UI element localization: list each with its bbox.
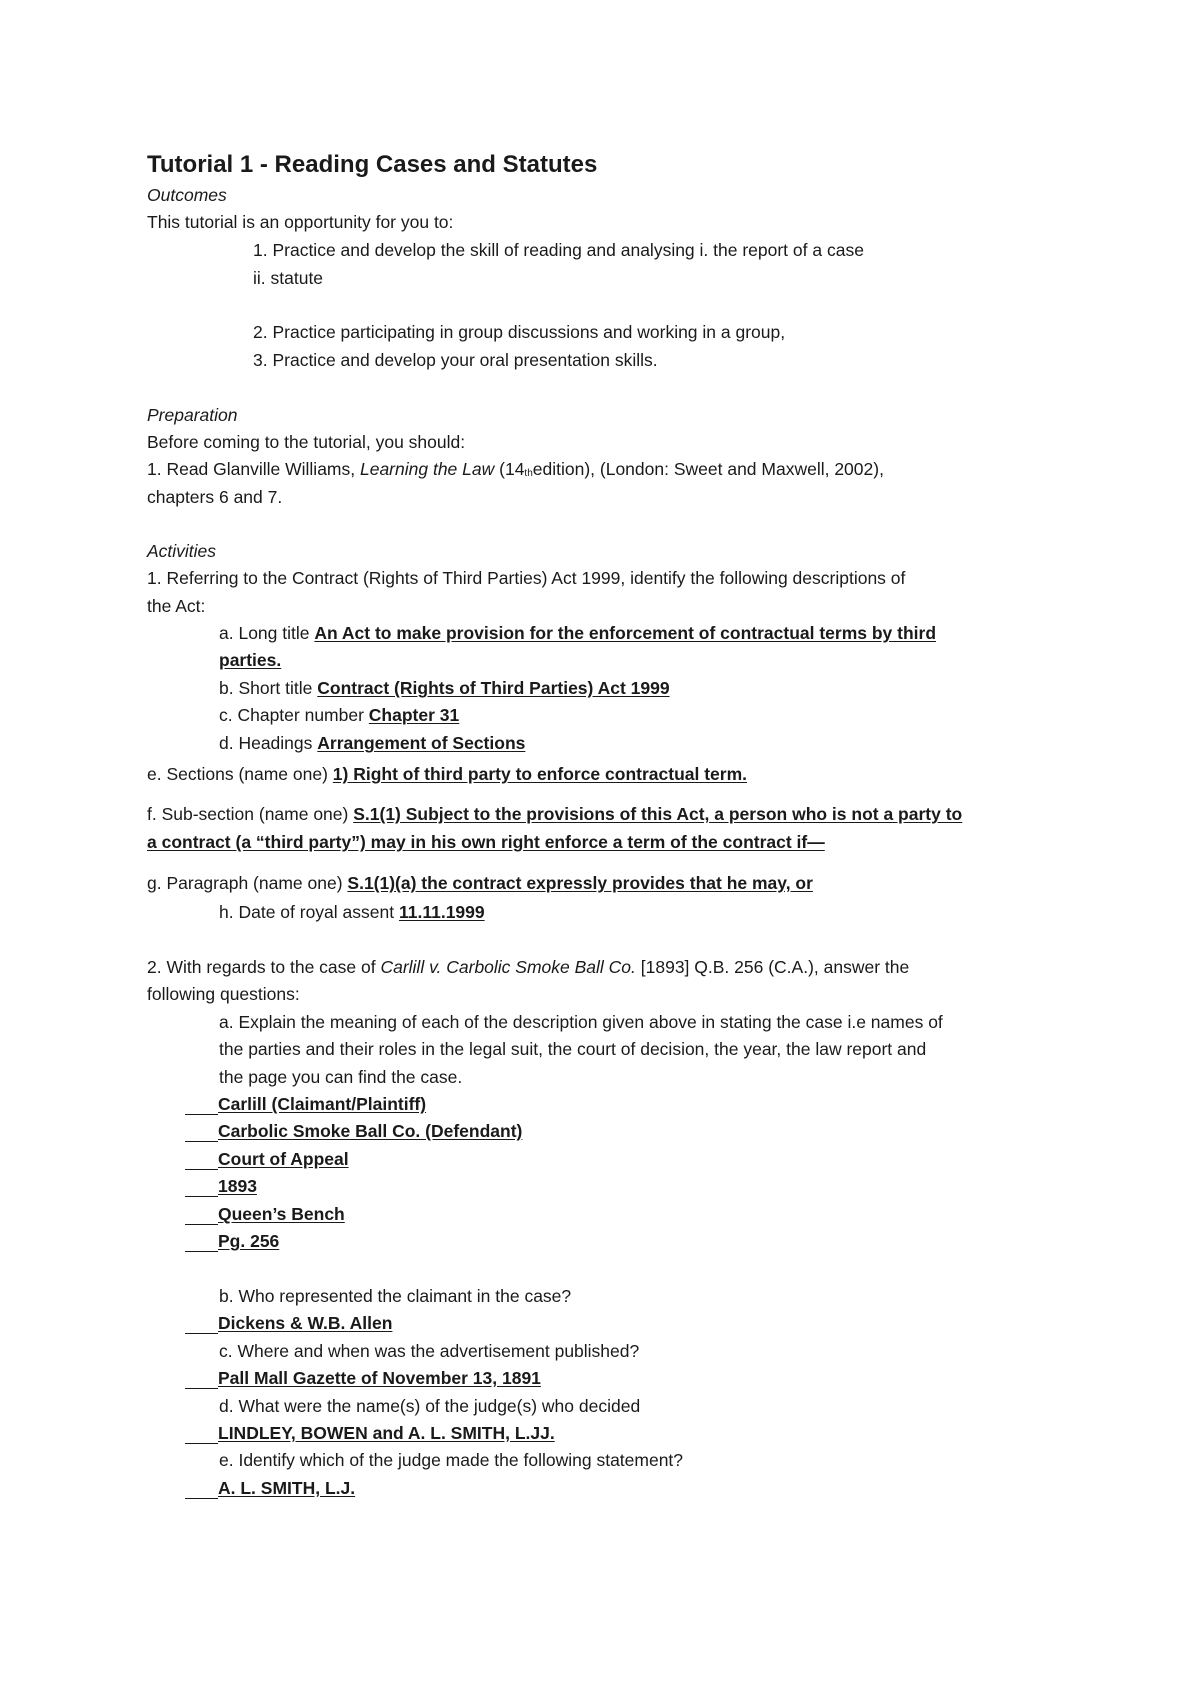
item-e-answer: 1) Right of third party to enforce contractual term.	[332, 764, 748, 784]
item-f-label: f. Sub-section (name one)	[147, 804, 354, 824]
q2b-answer-text: Dickens & W.B. Allen	[218, 1313, 393, 1333]
item-a-answer: An Act to make provision for the enforcement of contractual terms by third	[314, 623, 937, 643]
preparation-heading: Preparation	[147, 405, 238, 425]
q2a-answer-text-5: Queen’s Bench	[218, 1204, 345, 1224]
q2a-answer-3	[185, 1148, 349, 1170]
item-g-label: g. Paragraph (name one)	[147, 873, 348, 893]
book-title: Learning the Law	[359, 459, 495, 479]
q2-case-name: Carlill v. Carbolic Smoke Ball Co.	[380, 957, 636, 977]
q2a-answer-2	[185, 1120, 522, 1142]
answer-blank-line	[185, 1177, 218, 1197]
outcome-item-1b: ii. statute	[253, 268, 324, 288]
answer-blank-line	[185, 1424, 218, 1444]
question-1-line-1: 1. Referring to the Contract (Rights of Third Parties) Act 1999, identify the following descriptions of	[147, 568, 906, 588]
reading-prefix: 1. Read Glanville Williams,	[147, 459, 360, 479]
q2a-line-3: the page you can find the case.	[219, 1067, 463, 1087]
item-b-label: b. Short title	[219, 678, 318, 698]
item-g-answer: S.1(1)(a) the contract expressly provides that he may, or	[347, 873, 813, 893]
answer-blank-line	[185, 1150, 218, 1170]
q2e-question: e. Identify which of the judge made the following statement?	[219, 1450, 684, 1470]
q2a-answer-6	[185, 1230, 279, 1252]
q2a-line-2: the parties and their roles in the legal suit, the court of decision, the year, the law report and	[219, 1039, 927, 1059]
outcomes-intro: This tutorial is an opportunity for you to:	[147, 212, 454, 232]
q2a-answer-4	[185, 1175, 257, 1197]
item-f-continued	[147, 831, 825, 853]
item-c-answer: Chapter 31	[368, 705, 460, 725]
question-2-line-1	[147, 956, 909, 978]
edition-suffix: th	[524, 468, 533, 479]
q2e-answer	[185, 1477, 355, 1499]
preparation-chapters: chapters 6 and 7.	[147, 487, 283, 507]
q2a-answer-text-4: 1893	[218, 1176, 257, 1196]
item-h-royal-assent	[219, 901, 485, 923]
outcome-item-3: 3. Practice and develop your oral presentation skills.	[253, 350, 658, 370]
item-c-chapter	[219, 704, 459, 726]
q2a-line-1: a. Explain the meaning of each of the description given above in stating the case i.e names of	[219, 1012, 943, 1032]
item-c-label: c. Chapter number	[219, 705, 369, 725]
q2d-answer-text: LINDLEY, BOWEN and A. L. SMITH, L.JJ.	[218, 1423, 555, 1443]
q2c-answer-text: Pall Mall Gazette of November 13, 1891	[218, 1368, 541, 1388]
q2-prefix: 2. With regards to the case of	[147, 957, 381, 977]
item-h-answer: 11.11.1999	[398, 902, 485, 922]
q2b-question: b. Who represented the claimant in the case?	[219, 1286, 572, 1306]
answer-blank-line	[185, 1479, 218, 1499]
item-f-answer: S.1(1) Subject to the provisions of this Act, a person who is not a party to	[353, 804, 963, 824]
question-1-line-2: the Act:	[147, 596, 206, 616]
preparation-intro: Before coming to the tutorial, you should:	[147, 432, 466, 452]
answer-blank-line	[185, 1369, 218, 1389]
item-h-label: h. Date of royal assent	[219, 902, 399, 922]
q2d-answer	[185, 1422, 555, 1444]
q2a-answer-1	[185, 1093, 426, 1115]
edition-rest: edition), (London: Sweet and Maxwell, 2002),	[532, 459, 884, 479]
edition-open: (14	[494, 459, 525, 479]
q2a-answer-text-3: Court of Appeal	[218, 1149, 349, 1169]
q2e-answer-text: A. L. SMITH, L.J.	[218, 1478, 356, 1498]
item-e-label: e. Sections (name one)	[147, 764, 333, 784]
q2c-question: c. Where and when was the advertisement published?	[219, 1341, 640, 1361]
item-f-sub-section	[147, 803, 962, 825]
q2c-answer	[185, 1367, 541, 1389]
q2a-answer-text-1: Carlill (Claimant/Plaintiff)	[218, 1094, 427, 1114]
answer-blank-line	[185, 1095, 218, 1115]
page-title: Tutorial 1 - Reading Cases and Statutes	[147, 151, 598, 178]
q2a-answer-5	[185, 1203, 345, 1225]
answer-blank-line	[185, 1232, 218, 1252]
answer-blank-line	[185, 1314, 218, 1334]
item-a-continued	[219, 649, 281, 671]
q2-suffix: [1893] Q.B. 256 (C.A.), answer the	[635, 957, 910, 977]
outcome-item-1: 1. Practice and develop the skill of reading and analysing i. the report of a case	[253, 240, 864, 260]
q2d-question: d. What were the name(s) of the judge(s) who decided	[219, 1396, 641, 1416]
item-e-sections	[147, 763, 747, 785]
item-d-headings	[219, 732, 525, 754]
item-d-answer: Arrangement of Sections	[317, 733, 526, 753]
item-g-paragraph	[147, 872, 813, 894]
q2a-answer-text-2: Carbolic Smoke Ball Co. (Defendant)	[218, 1121, 523, 1141]
question-2-line-2: following questions:	[147, 984, 300, 1004]
q2b-answer	[185, 1312, 392, 1334]
outcome-item-2: 2. Practice participating in group discussions and working in a group,	[253, 322, 786, 342]
activities-heading: Activities	[147, 541, 217, 561]
outcomes-heading: Outcomes	[147, 185, 227, 205]
item-b-answer: Contract (Rights of Third Parties) Act 1999	[317, 678, 670, 698]
answer-blank-line	[185, 1122, 218, 1142]
item-f-answer-cont: a contract (a “third party”) may in his own right enforce a term of the contract if—	[147, 832, 825, 852]
item-a-answer-cont: parties.	[219, 650, 282, 670]
item-b-short-title	[219, 677, 670, 699]
item-a-label: a. Long title	[219, 623, 315, 643]
preparation-reading	[147, 458, 884, 480]
answer-blank-line	[185, 1205, 218, 1225]
q2a-answer-text-6: Pg. 256	[218, 1231, 280, 1251]
item-d-label: d. Headings	[219, 733, 318, 753]
item-a-long-title	[219, 622, 936, 644]
